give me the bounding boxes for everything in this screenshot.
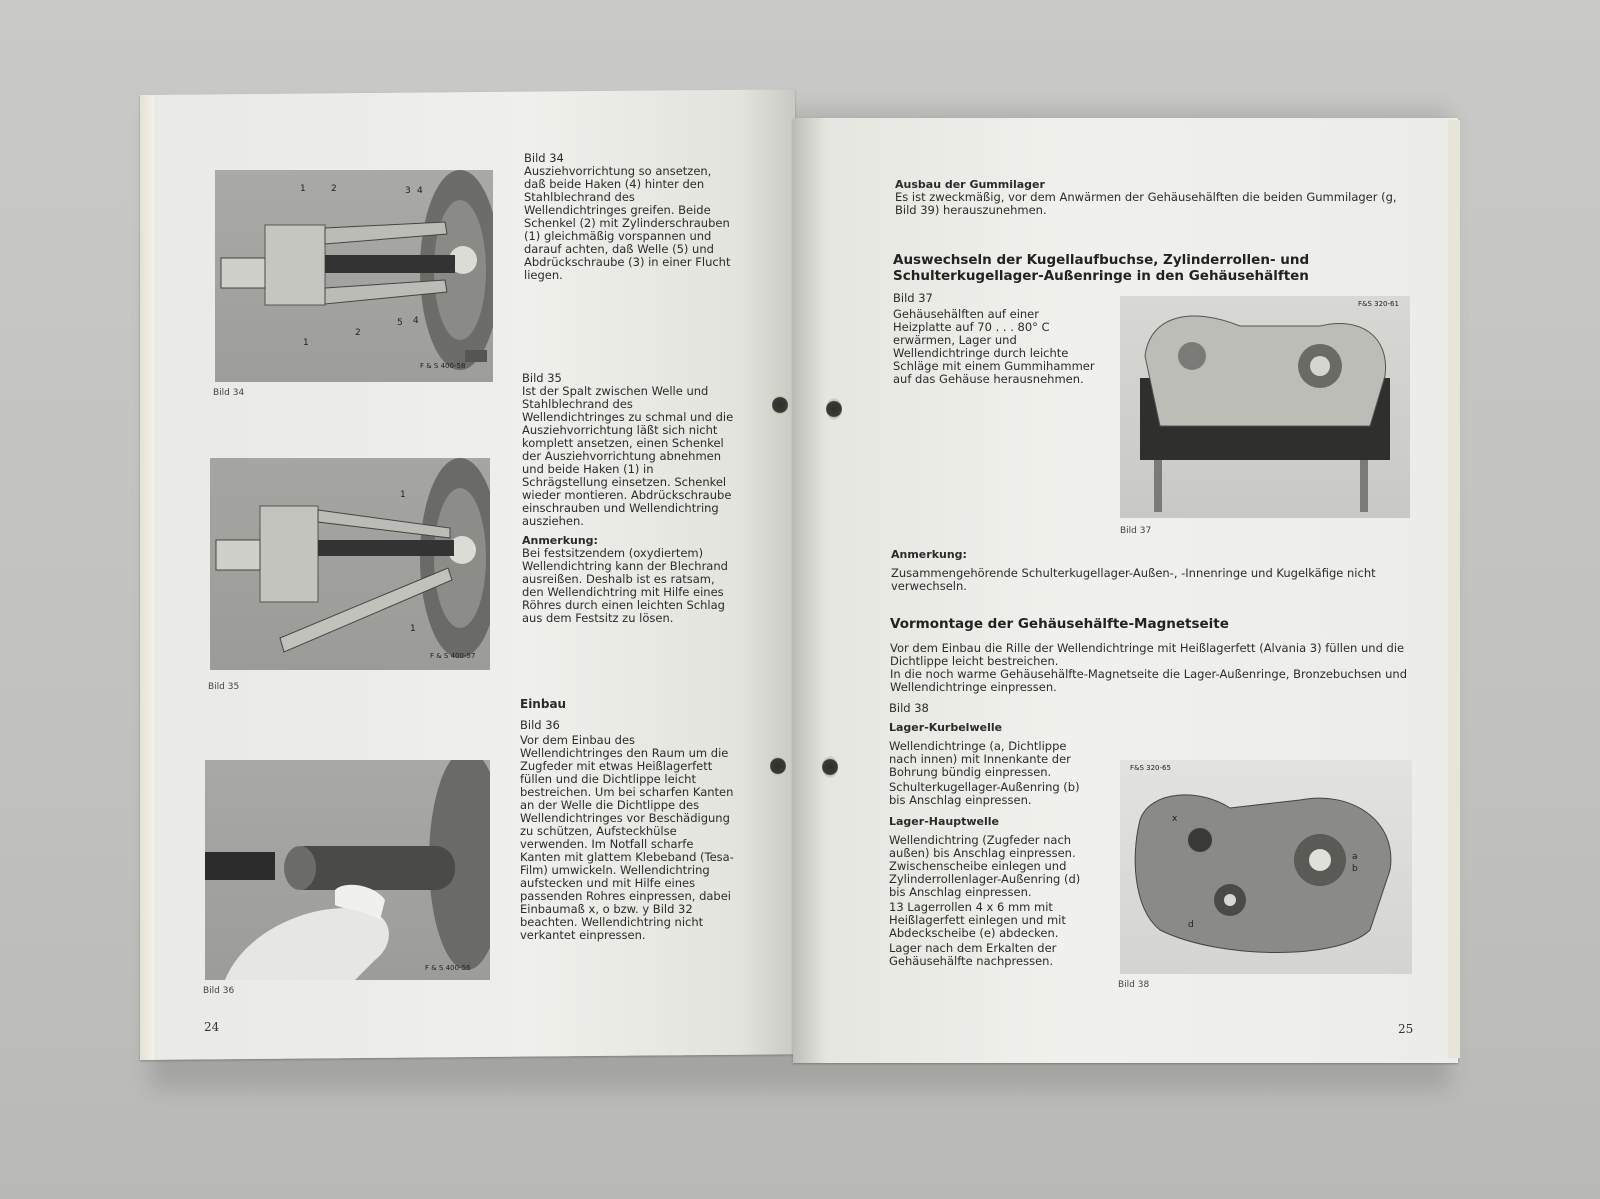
heading-auswechseln: Auswechseln der Kugellaufbuchse, Zylinderrollen- und Schulterkugellager-Außenringe in den Gehäusehälften <box>893 252 1310 284</box>
body-vormontage-2: In die noch warme Gehäusehälfte-Magnetseite die Lager-Außenringe, Bronzebuchsen und Wellendichtringe einpressen. <box>890 667 1407 694</box>
punch-hole-right-lower <box>822 756 838 778</box>
caption-bild-34: Bild 34 <box>213 388 245 398</box>
body-anmerkung-right: Zusammengehörende Schulterkugellager-Außen-, -Innenringe und Kugelkäfige nicht verwechseln. <box>891 566 1376 593</box>
page-number-left: 24 <box>204 1020 220 1034</box>
heading-bild-34: Bild 34 <box>524 151 564 165</box>
label-x: x <box>1172 814 1178 824</box>
heading-lager-hauptwelle: Lager-Hauptwelle <box>889 815 999 828</box>
figure-code-36: F & S 400-56 <box>425 964 471 972</box>
label-3-top: 3 <box>405 186 411 196</box>
body-kurbelwelle-1: Wellendichtringe (a, Dichtlippe nach innen) mit Innenkante der Bohrung bündig einpressen. <box>889 739 1071 779</box>
caption-bild-37: Bild 37 <box>1120 526 1152 536</box>
housing-half-illustration <box>1120 760 1412 974</box>
label-4-top: 4 <box>417 186 423 196</box>
body-vormontage-1: Vor dem Einbau die Rille der Wellendichtringe mit Heißlagerfett (Alvania 3) füllen und die Dichtlippe leicht bestreichen. <box>890 641 1405 668</box>
body-anmerkung-left: Bei festsitzendem (oxydiertem) Wellendichtring kann der Blechrand ausreißen. Deshalb ist es ratsam, den Wellendichtring mit Hilfe eines Röhres durch einen leichten Schlag aus dem Festsitz zu lösen. <box>522 546 728 625</box>
caption-bild-36: Bild 36 <box>203 986 235 996</box>
body-hauptwelle-1: Wellendichtring (Zugfeder nach außen) bis Anschlag einpressen. Zwischenscheibe einlegen und Zylinderrollenlager-Außenring (d) bis Anschlag einpressen. <box>889 833 1081 899</box>
heading-bild-36: Bild 36 <box>520 718 560 732</box>
text-bild-38 <box>889 702 1091 968</box>
heading-bild-38: Bild 38 <box>889 701 929 715</box>
page-number-right: 25 <box>1398 1022 1414 1036</box>
heading-anmerkung-left: Anmerkung: <box>522 534 598 547</box>
text-einbau <box>520 698 734 942</box>
left-page-edge <box>140 95 154 1060</box>
caption-bild-38: Bild 38 <box>1118 980 1150 990</box>
punch-hole-right-upper <box>826 398 842 420</box>
puller-illustration-34 <box>215 170 493 382</box>
text-bild-34 <box>524 152 734 282</box>
text-anmerkung-right <box>891 548 1411 593</box>
photo-bild-34 <box>215 170 493 382</box>
photo-bild-38 <box>1120 760 1412 974</box>
text-bild-35 <box>522 372 734 625</box>
body-hauptwelle-3: Lager nach dem Erkalten der Gehäusehälfte nachpressen. <box>889 941 1057 968</box>
figure-code-37: F&S 320-61 <box>1358 300 1399 308</box>
photo-bild-35 <box>210 458 490 670</box>
label-b: b <box>1352 864 1358 874</box>
caption-bild-35: Bild 35 <box>208 682 240 692</box>
photo-bild-37 <box>1120 296 1410 518</box>
body-bild-34: Ausziehvorrichtung so ansetzen, daß beide Haken (4) hinter den Stahlblechrand des Wellendichtringes greifen. Beide Schenkel (2) mit Zylinderschrauben (1) gleichmäßig vorspannen und darauf achten, daß Welle (5) und Abdrückschraube (3) in einer Flucht liegen. <box>524 164 731 282</box>
body-hauptwelle-2: 13 Lagerrollen 4 x 6 mm mit Heißlagerfett einlegen und mit Abdeckscheibe (e) abdecken. <box>889 900 1066 940</box>
text-gummilager <box>895 178 1415 217</box>
text-vormontage <box>890 642 1414 694</box>
body-kurbelwelle-2: Schulterkugellager-Außenring (b) bis Anschlag einpressen. <box>889 780 1080 807</box>
figure-code-38: F&S 320-65 <box>1130 764 1171 772</box>
punch-hole-left-lower <box>770 755 786 777</box>
label-4-bottom: 4 <box>413 316 419 326</box>
heading-bild-37: Bild 37 <box>893 291 933 305</box>
heading-bild-35: Bild 35 <box>522 371 562 385</box>
body-gummilager: Es ist zweckmäßig, vor dem Anwärmen der Gehäusehälften die beiden Gummilager (g, Bild 39) herauszunehmen. <box>895 190 1397 217</box>
body-bild-36: Vor dem Einbau des Wellendichtringes den Raum um die Zugfeder mit etwas Heißlagerfett füllen und die Dichtlippe leicht bestreichen. Um bei scharfen Kanten an der Welle die Dichtlippe des Wellendichtringes vor Beschädigung zu schützen, Aufsteckhülse verwenden. Im Notfall scharfe Kanten mit glattem Klebeband (Tesa-Film) umwickeln. Wellendichtring aufstecken und mit Hilfe eines passenden Rohres einpressen, dabei Einbaumaß x, o bzw. y Bild 32 beachten. Wellendichtring nicht verkantet einpressen. <box>520 733 734 942</box>
figure-code-34: F & S 400-58 <box>420 362 466 370</box>
label-1-top: 1 <box>300 184 306 194</box>
body-bild-35: Ist der Spalt zwischen Welle und Stahlblechrand des Wellendichtringes zu schmal und die Ausziehvorrichtung läßt sich nicht komplett ansetzen, einen Schenkel der Ausziehvorrichtung abnehmen und beide Haken (1) in Schrägstellung einsetzen. Schenkel wieder montieren. Abdrückschraube einschrauben und Wellendichtring ausziehen. <box>522 384 734 528</box>
heading-einbau: Einbau <box>520 697 567 711</box>
figure-code-35: F & S 400-57 <box>430 652 476 660</box>
label-1-bottom: 1 <box>303 338 309 348</box>
text-bild-37 <box>893 292 1098 386</box>
punch-hole-left-upper <box>772 394 788 416</box>
label-2-top: 2 <box>331 184 337 194</box>
puller-illustration-35 <box>210 458 490 670</box>
heading-anmerkung-right: Anmerkung: <box>891 548 967 561</box>
label-d: d <box>1188 920 1194 930</box>
body-bild-37: Gehäusehälften auf einer Heizplatte auf 70 . . . 80° C erwärmen, Lager und Wellendichtringe durch leichte Schläge mit einem Gummihammer auf das Gehäuse herausnehmen. <box>893 307 1095 386</box>
photo-bild-36 <box>205 760 490 980</box>
label-a: a <box>1352 852 1358 862</box>
heading-lager-kurbelwelle: Lager-Kurbelwelle <box>889 721 1003 734</box>
right-page-edge <box>1448 120 1460 1058</box>
sleeve-illustration-36 <box>205 760 490 980</box>
label-2-bottom: 2 <box>355 328 361 338</box>
label-1-upper: 1 <box>400 490 406 500</box>
label-1-lower: 1 <box>410 624 416 634</box>
label-5-bottom: 5 <box>397 318 403 328</box>
heading-gummilager: Ausbau der Gummilager <box>895 178 1045 191</box>
heading-vormontage: Vormontage der Gehäusehälfte-Magnetseite <box>890 616 1229 632</box>
housing-on-hotplate-illustration <box>1120 296 1410 518</box>
